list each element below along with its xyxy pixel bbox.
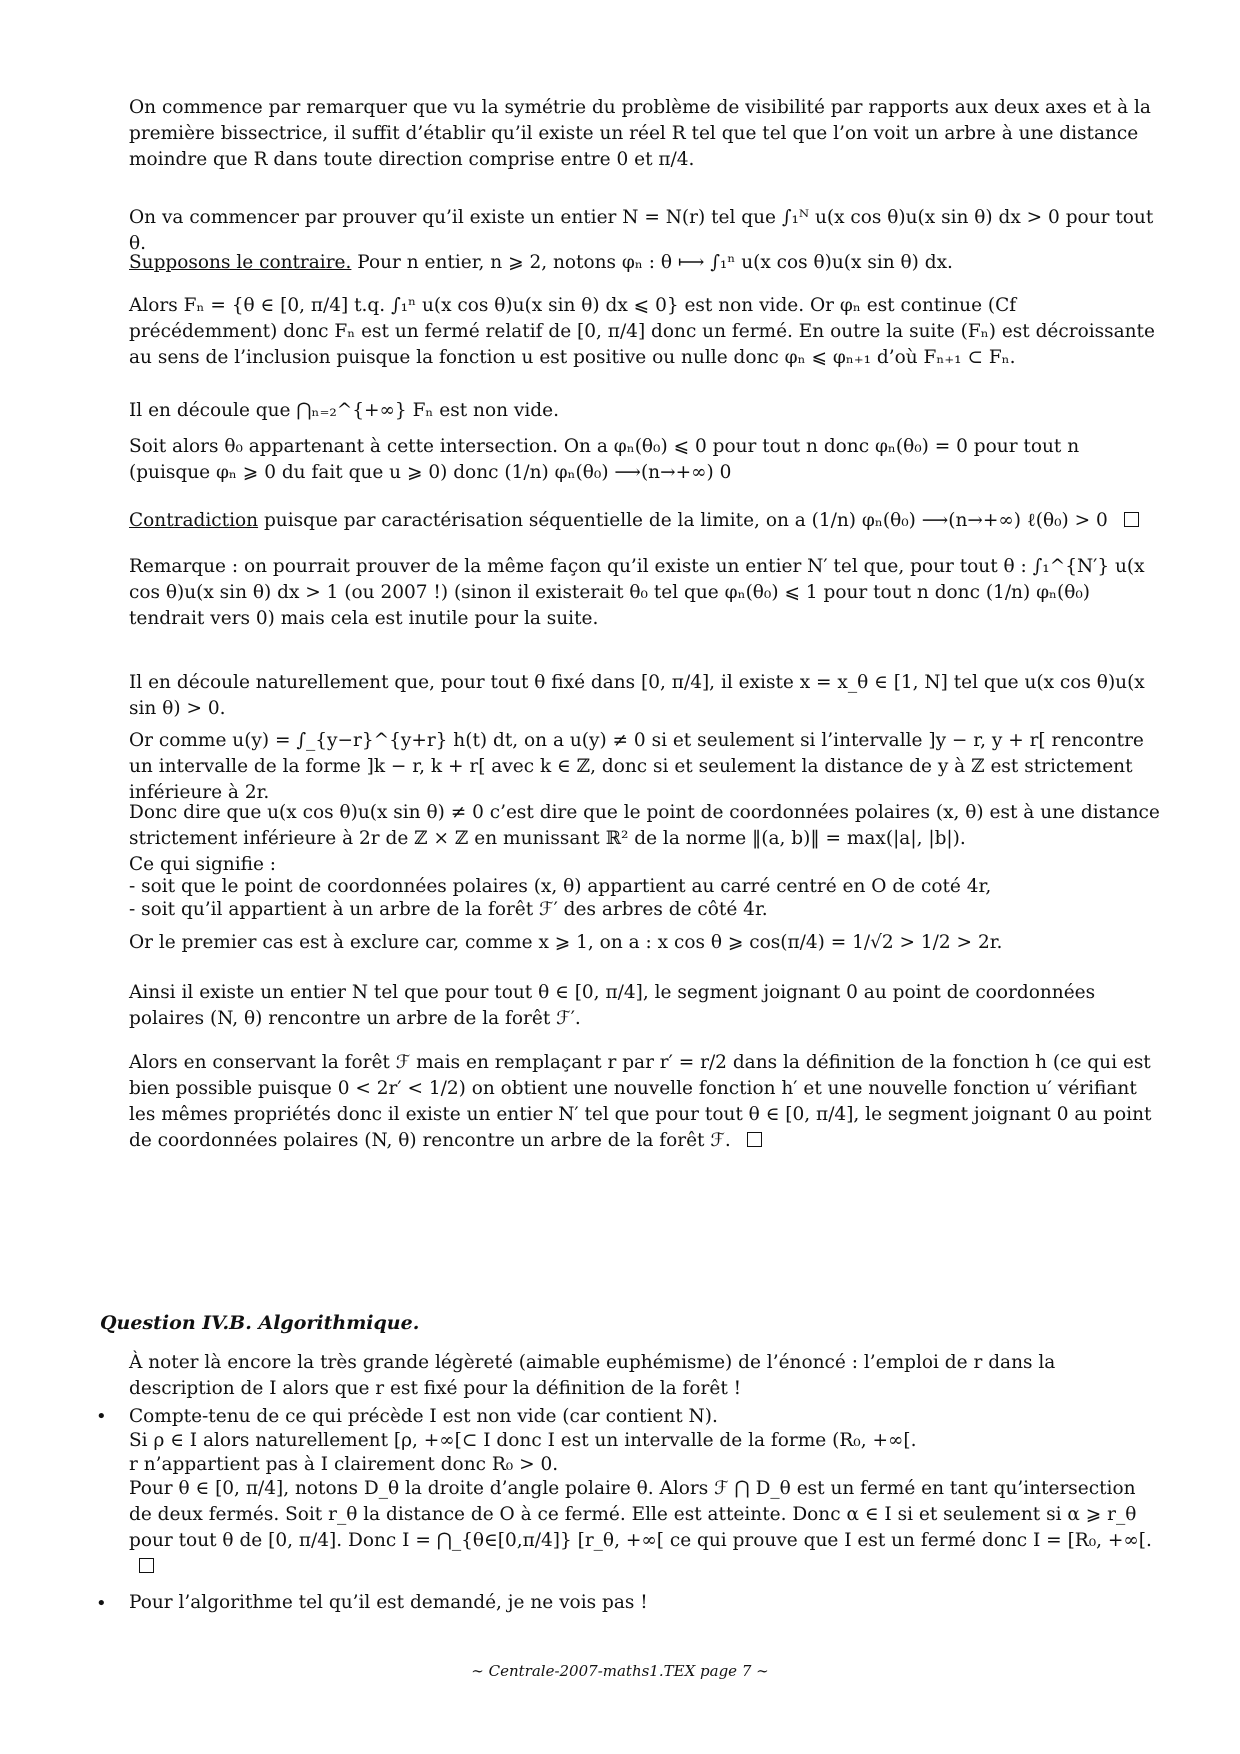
paragraph-bullet2: Pour l’algorithme tel qu’il est demandé, je ne vois pas ! xyxy=(129,1592,648,1613)
paragraph-bullet1-line1: Compte-tenu de ce qui précède I est non vide (car contient N). xyxy=(129,1406,718,1427)
qed-box-icon xyxy=(1124,512,1139,527)
contradiction-text: puisque par caractérisation séquentielle de la limite, on a (1/n) φₙ(θ₀) ⟶(n→+∞) ℓ(θ₀) > 0 xyxy=(263,510,1108,531)
suppose-underlined: Supposons le contraire. xyxy=(129,252,352,273)
qed-box-icon xyxy=(747,1132,762,1147)
paragraph-integral-claim: On va commencer par prouver qu’il existe un entier N = N(r) tel que ∫₁ᴺ u(x cos θ)u(x sin θ) dx > 0 pour tout θ. xyxy=(129,207,1154,254)
paragraph-bullet1-line2: Si ρ ∈ I alors naturellement [ρ, +∞[⊂ I donc I est un intervalle de la forme (R₀, +∞[. xyxy=(129,1430,917,1451)
paragraph-polar-distance: Donc dire que u(x cos θ)u(x sin θ) ≠ 0 c’est dire que le point de coordonnées polaires (x, θ) est à une distance strictement inférieure à 2r de ℤ × ℤ en munissant ℝ² de la norme ‖(a, b)‖ = max(|a|, |b|). xyxy=(129,802,1160,849)
bullet-icon: • xyxy=(96,1593,107,1614)
paragraph-remarque: Remarque : on pourrait prouver de la même façon qu’il existe un entier N′ tel que, pour tout θ : ∫₁^{N′} u(x cos θ)u(x sin θ) dx > 1 (ou 2007 !) (sinon il existerait θ₀ tel que φₙ(θ₀) ⩽ 1 pour tout n donc (1/n) φₙ(θ₀) tendrait vers 0) mais cela est inutile pour la suite. xyxy=(129,556,1145,629)
paragraph-case-square: - soit que le point de coordonnées polaires (x, θ) appartient au carré centré en O de coté 4r, xyxy=(129,876,992,897)
paragraph-intro: On commence par remarquer que vu la symétrie du problème de visibilité par rapports aux deux axes et à la première bissectrice, il suffit d’établir qu’il existe un réel R tel que tel que l’on voit un arbre à une distance moindre que R dans toute direction comprise entre 0 et π/4. xyxy=(129,97,1151,170)
paragraph-theta0: Soit alors θ₀ appartenant à cette intersection. On a φₙ(θ₀) ⩽ 0 pour tout n donc φₙ(θ₀) = 0 pour tout n (puisque φₙ ⩾ 0 du fait que u ⩾ 0) donc (1/n) φₙ(θ₀) ⟶(n→+∞) 0 xyxy=(129,436,1080,483)
page-footer: ∼ Centrale-2007-maths1.TEX page 7 ∼ xyxy=(471,1662,769,1680)
paragraph-suppose xyxy=(129,250,1164,276)
paragraph-ainsi: Ainsi il existe un entier N tel que pour tout θ ∈ [0, π/4], le segment joignant 0 au point de coordonnées polaires (N, θ) rencontre un arbre de la forêt ℱ′. xyxy=(129,982,1096,1029)
paragraph-x-theta: Il en découle naturellement que, pour tout θ fixé dans [0, π/4], il existe x = x_θ ∈ [1, N] tel que u(x cos θ)u(x sin θ) > 0. xyxy=(129,672,1145,719)
paragraph-bullet1-body xyxy=(129,1476,1164,1580)
paragraph-signifie: Ce qui signifie : xyxy=(129,854,277,875)
section-heading: Question IV.B. Algorithmique. xyxy=(100,1312,420,1334)
paragraph-r-prime xyxy=(129,1050,1164,1154)
contradiction-underlined: Contradiction xyxy=(129,510,259,531)
bullet1-body-text: Pour θ ∈ [0, π/4], notons D_θ la droite d’angle polaire θ. Alors ℱ ⋂ D_θ est un fermé en tant qu’intersection de deux fermés. Soit r_θ la distance de O à ce fermé. Elle est atteinte. Donc α ∈ I si et seulement si α ⩾ r_θ pour tout θ de [0, π/4]. Donc I = ⋂_{θ∈[0,π/4]} [r_θ, +∞[ ce qui prouve que I est un fermé donc I = [R₀, +∞[. xyxy=(129,1478,1152,1551)
r-prime-text: Alors en conservant la forêt ℱ mais en remplaçant r par r′ = r/2 dans la définition de la fonction h (ce qui est bien possible puisque 0 < 2r′ < 1/2) on obtient une nouvelle fonction h′ et une nouvelle fonction u′ vérifiant les mêmes propriétés donc il existe un entier N′ tel que pour tout θ ∈ [0, π/4], le segment joignant 0 au point de coordonnées polaires (N, θ) rencontre un arbre de la forêt ℱ. xyxy=(129,1052,1152,1151)
bullet-icon: • xyxy=(96,1406,107,1427)
paragraph-exclude: Or le premier cas est à exclure car, comme x ⩾ 1, on a : x cos θ ⩾ cos(π/4) = 1/√2 > 1/2 > 2r. xyxy=(129,932,1003,953)
paragraph-noter: À noter là encore la très grande légèreté (aimable euphémisme) de l’énoncé : l’emploi de r dans la description de I alors que r est fixé pour la définition de la forêt ! xyxy=(129,1352,1056,1399)
paragraph-case-tree: - soit qu’il appartient à un arbre de la forêt ℱ′ des arbres de côté 4r. xyxy=(129,899,768,920)
qed-box-icon xyxy=(139,1558,154,1573)
paragraph-contradiction xyxy=(129,508,1164,534)
paragraph-fn-definition: Alors Fₙ = {θ ∈ [0, π/4] t.q. ∫₁ⁿ u(x cos θ)u(x sin θ) dx ⩽ 0} est non vide. Or φₙ est continue (Cf précédemment) donc Fₙ est un fermé relatif de [0, π/4] donc un fermé. En outre la suite (Fₙ) est décroissante au sens de l’inclusion puisque la fonction u est positive ou nulle donc φₙ ⩽ φₙ₊₁ d’où Fₙ₊₁ ⊂ Fₙ. xyxy=(129,295,1155,368)
paragraph-bullet1-line3: r n’appartient pas à I clairement donc R₀ > 0. xyxy=(129,1454,559,1475)
paragraph-intersection: Il en découle que ⋂ₙ₌₂^{+∞} Fₙ est non vide. xyxy=(129,400,559,421)
paragraph-u-of-y: Or comme u(y) = ∫_{y−r}^{y+r} h(t) dt, on a u(y) ≠ 0 si et seulement si l’intervalle ]y − r, y + r[ rencontre un intervalle de la forme ]k − r, k + r[ avec k ∈ ℤ, donc si et seulement la distance de y à ℤ est strictement inférieure à 2r. xyxy=(129,730,1144,803)
suppose-text: Pour n entier, n ⩾ 2, notons φₙ : θ ⟼ ∫₁ⁿ u(x cos θ)u(x sin θ) dx. xyxy=(357,252,953,273)
